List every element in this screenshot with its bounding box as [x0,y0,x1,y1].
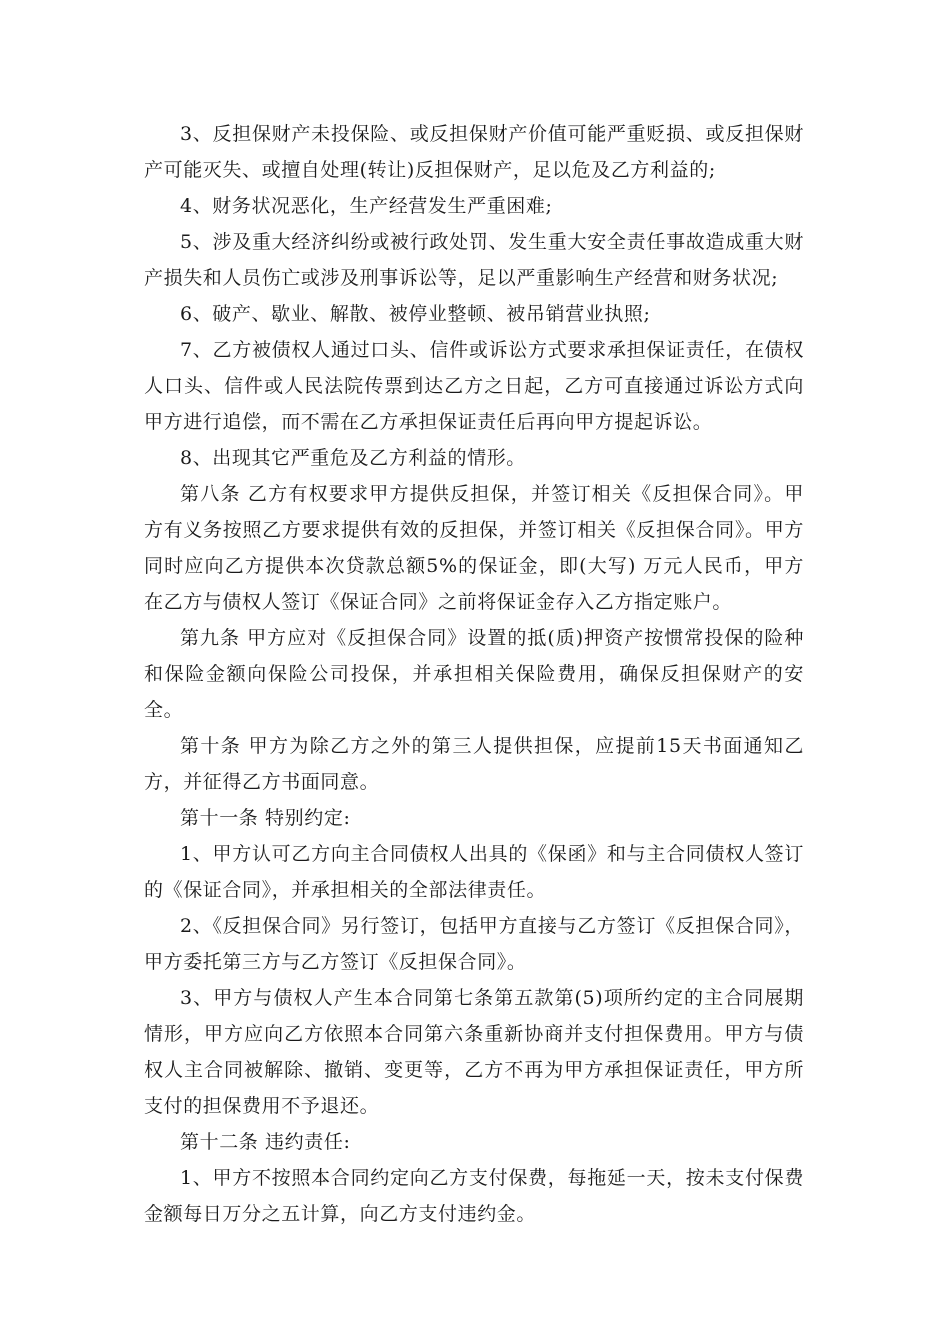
document-body [144,116,804,1232]
article-10-paragraph: 第十条 甲方为除乙方之外的第三人提供担保，应提前15天书面通知乙方，并征得乙方书面同意。 [144,735,804,793]
article-12-item-1: 1、甲方不按照本合同约定向乙方支付保费，每拖延一天，按未支付保费金额每日万分之五计算，向乙方支付违约金。 [144,1167,804,1225]
article-11-item-3: 3、甲方与债权人产生本合同第七条第五款第(5)项所约定的主合同展期情形，甲方应向乙方依照本合同第六条重新协商并支付担保费用。甲方与债权人主合同被解除、撤销、变更等，乙方不再为甲方承担保证责任，甲方所支付的担保费用不予退还。 [144,987,804,1117]
article-11-heading: 第十一条 特别约定: [180,807,351,829]
paragraph-2: 4、财务状况恶化，生产经营发生严重困难; [180,195,553,217]
paragraph-3: 5、涉及重大经济纠纷或被行政处罚、发生重大安全责任事故造成重大财产损失和人员伤亡或涉及刑事诉讼等，足以严重影响生产经营和财务状况; [144,231,804,289]
article-8-paragraph: 第八条 乙方有权要求甲方提供反担保，并签订相关《反担保合同》。甲方有义务按照乙方要求提供有效的反担保，并签订相关《反担保合同》。甲方同时应向乙方提供本次贷款总额5%的保证金，即(大写) 万元人民币，甲方在乙方与债权人签订《保证合同》之前将保证金存入乙方指定账户。 [144,483,804,613]
paragraph-5: 7、乙方被债权人通过口头、信件或诉讼方式要求承担保证责任，在债权人口头、信件或人民法院传票到达乙方之日起，乙方可直接通过诉讼方式向甲方进行追偿，而不需在乙方承担保证责任后再向甲方提起诉讼。 [144,339,804,433]
paragraph-1: 3、反担保财产未投保险、或反担保财产价值可能严重贬损、或反担保财产可能灭失、或擅自处理(转让)反担保财产，足以危及乙方利益的; [144,123,804,181]
article-9-paragraph: 第九条 甲方应对《反担保合同》设置的抵(质)押资产按惯常投保的险种和保险金额向保险公司投保，并承担相关保险费用，确保反担保财产的安全。 [144,627,804,721]
article-11-item-1: 1、甲方认可乙方向主合同债权人出具的《保函》和与主合同债权人签订的《保证合同》，并承担相关的全部法律责任。 [144,843,804,901]
article-12-heading: 第十二条 违约责任: [180,1131,351,1153]
paragraph-4: 6、破产、歇业、解散、被停业整顿、被吊销营业执照; [180,303,651,325]
paragraph-6: 8、出现其它严重危及乙方利益的情形。 [180,447,526,469]
article-11-item-2: 2、《反担保合同》另行签订，包括甲方直接与乙方签订《反担保合同》，甲方委托第三方与乙方签订《反担保合同》。 [144,915,804,973]
